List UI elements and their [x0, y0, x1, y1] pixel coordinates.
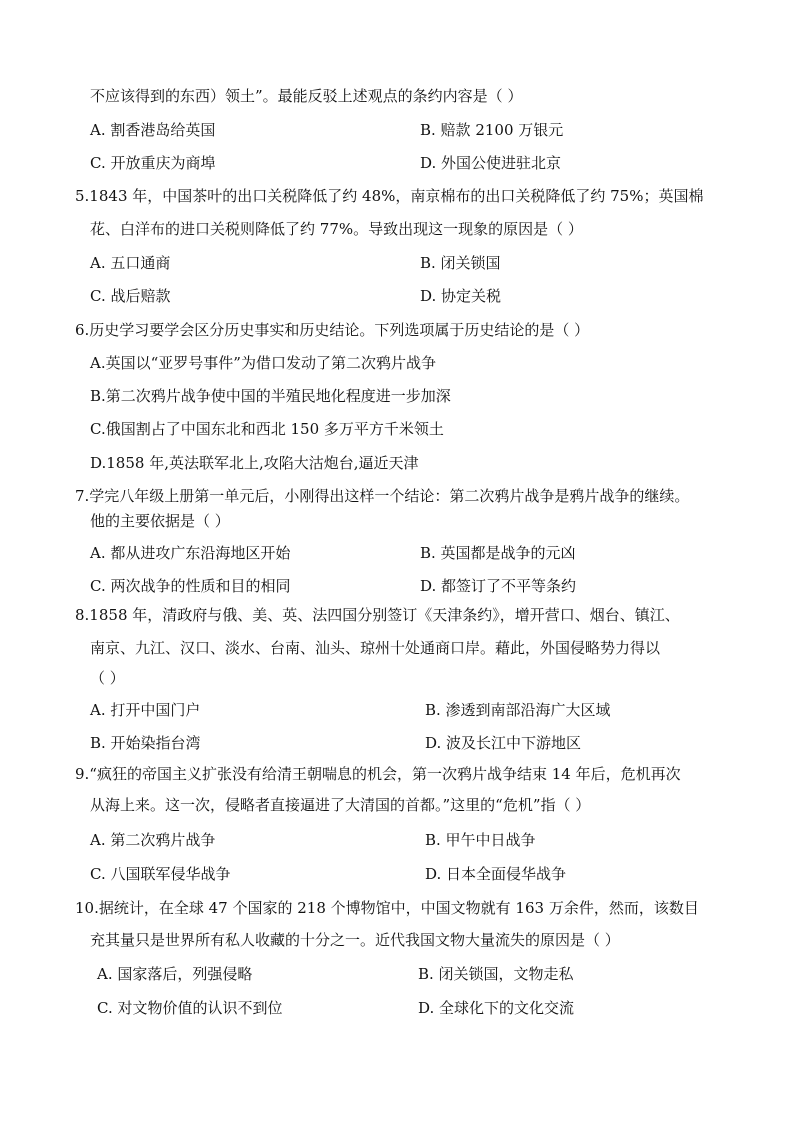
q10-option-a: A. 国家落后，列强侵略 [97, 965, 253, 983]
q10-option-b: B. 闭关锁国，文物走私 [418, 965, 574, 983]
q4-stem-line: 不应该得到的东西）领土”。最能反驳上述观点的条约内容是（ ） [90, 87, 523, 105]
q8-stem-line-1: 8.1858 年，清政府与俄、美、英、法四国分别签订《天津条约》，增开营口、烟台、镇江、 [75, 606, 680, 624]
q8-option-d: D. 波及长江中下游地区 [425, 734, 582, 752]
q5-stem-line-2: 花、白洋布的进口关税则降低了约 77%。导致出现这一现象的原因是（ ） [90, 220, 583, 238]
q5-option-a: A. 五口通商 [90, 254, 171, 272]
q9-stem-line-2: 从海上来。这一次，侵略者直接逼进了大清国的首都。”这里的“危机”指（ ） [90, 796, 591, 814]
q5-option-d: D. 协定关税 [420, 287, 502, 305]
q8-option-c: B. 开始染指台湾 [90, 734, 201, 752]
q6-option-a: A.英国以“亚罗号事件”为借口发动了第二次鸦片战争 [90, 354, 436, 372]
q8-option-a: A. 打开中国门户 [90, 701, 201, 719]
q8-stem-line-2: 南京、九江、汉口、淡水、台南、汕头、琼州十处通商口岸。藉此，外国侵略势力得以 [90, 639, 661, 657]
q6-option-d: D.1858 年,英法联军北上,攻陷大沽炮台,逼近天津 [90, 454, 419, 472]
q5-option-b: B. 闭关锁国 [420, 254, 501, 272]
q9-option-d: D. 日本全面侵华战争 [425, 865, 567, 883]
q10-stem-line-2: 充其量只是世界所有私人收藏的十分之一。近代我国文物大量流失的原因是（ ） [90, 931, 620, 949]
q9-option-c: C. 八国联军侵华战争 [90, 865, 231, 883]
q4-option-b: B. 赔款 2100 万银元 [420, 121, 564, 139]
q9-option-b: B. 甲午中日战争 [425, 831, 536, 849]
q4-option-d: D. 外国公使进驻北京 [420, 154, 562, 172]
q7-option-b: B. 英国都是战争的元凶 [420, 544, 576, 562]
q7-option-a: A. 都从进攻广东沿海地区开始 [90, 544, 291, 562]
q7-stem-line-2: 他的主要依据是（ ） [90, 512, 230, 530]
q7-option-c: C. 两次战争的性质和目的相同 [90, 577, 291, 595]
q8-option-b: B. 渗透到南部沿海广大区域 [425, 701, 611, 719]
q6-stem-line: 6.历史学习要学会区分历史事实和历史结论。下列选项属于历史结论的是（ ） [75, 321, 590, 339]
q5-stem-line-1: 5.1843 年，中国茶叶的出口关税降低了约 48%，南京棉布的出口关税降低了约 75%；英国棉 [75, 187, 704, 205]
q5-option-c: C. 战后赔款 [90, 287, 171, 305]
q7-stem-line-1: 7.学完八年级上册第一单元后，小刚得出这样一个结论：第二次鸦片战争是鸦片战争的继续。 [75, 487, 690, 505]
q10-stem-line-1: 10.据统计，在全球 47 个国家的 218 个博物馆中，中国文物就有 163 万余件，然而，该数目 [75, 899, 699, 917]
q9-option-a: A. 第二次鸦片战争 [90, 831, 216, 849]
q10-option-d: D. 全球化下的文化交流 [418, 999, 575, 1017]
q4-option-c: C. 开放重庆为商埠 [90, 154, 216, 172]
q7-option-d: D. 都签订了不平等条约 [420, 577, 577, 595]
q6-option-c: C.俄国割占了中国东北和西北 150 多万平方千米领土 [90, 420, 444, 438]
q6-option-b: B.第二次鸦片战争使中国的半殖民地化程度进一步加深 [90, 387, 451, 405]
q10-option-c: C. 对文物价值的认识不到位 [97, 999, 283, 1017]
q9-stem-line-1: 9.“疯狂的帝国主义扩张没有给清王朝喘息的机会，第一次鸦片战争结束 14 年后，危机再次 [75, 765, 681, 783]
q8-stem-line-3: （ ） [90, 669, 125, 687]
q4-option-a: A. 割香港岛给英国 [90, 121, 216, 139]
